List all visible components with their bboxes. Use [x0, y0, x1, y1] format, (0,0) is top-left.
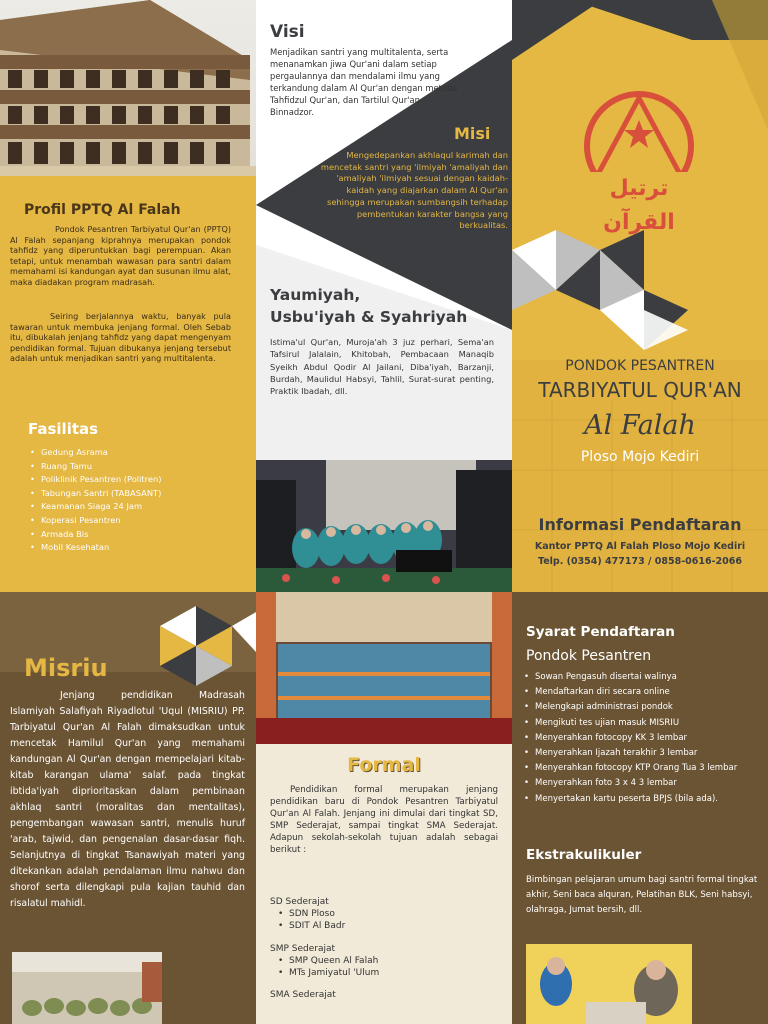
building-illustration — [0, 0, 256, 176]
cover-line-4: Ploso Mojo Kediri — [580, 449, 700, 465]
extracurricular-photo — [526, 944, 692, 1024]
school-group-label: SD Sederajat — [270, 897, 329, 907]
misi-title: Misi — [454, 124, 491, 143]
misi-text: Mengedepankan akhlaqul karimah dan mencetak santri yang 'ilmiyah 'amaliyah dan 'amaliyah 'ilmiyah sesuai dengan kaidah-kaidah yang diajarkan dalam Al Qur'an sehingga merupakan sumbangsih terhadap pembentukan karakter bangsa yang berkualitas. — [320, 150, 508, 231]
school-item: • SMP Queen Al Falah — [278, 955, 498, 967]
profil-paragraph-2: Seiring berjalannya waktu, banyak pula tawaran untuk membuka jenjang formal. Oleh Sebab itu, dibukalah jenjang tahfidz yang dapat mengenyam pendidikan formal. Tujuan dibukanya jenjang tersebut adalah untuk menjadikan santri yang multitalenta. — [10, 311, 231, 364]
school-group-label: SMA Sederajat — [270, 990, 336, 1001]
group-photo — [256, 592, 512, 744]
yaumiyah-text: Istima'ul Qur'an, Muroja'ah 3 juz perhari, Sema'an Tafsirul Jalalain, Khitobah, Pembacaan Manaqib Syeikh Abdul Qodir Al Jailani, Diba'iyah, Barzanji, Burdah, Maulidul Habsyi, Tahlil, Surat-surat penting, Praktik Ibadah, dll. — [270, 337, 494, 397]
syarat-item: • Menyerahkan fotocopy KK 3 lembar — [524, 731, 762, 746]
santri-recitation-photo — [256, 460, 512, 592]
visi-title: Visi — [270, 22, 305, 42]
bottom-right-panel — [512, 592, 768, 1024]
cover-line-3: Al Falah — [584, 410, 696, 441]
cover-line-2: TARBIYATUL QUR'AN — [538, 378, 742, 402]
top-left-panel — [0, 0, 256, 592]
school-group-label: SMP Sederajat — [270, 943, 336, 954]
school-item: • SDIT Al Badr — [278, 920, 498, 932]
yaumiyah-title — [270, 284, 467, 328]
syarat-item: • Menyerahkan Ijazah terakhir 3 lembar — [524, 746, 762, 761]
ekstra-title: Ekstrakulikuler — [526, 847, 642, 863]
syarat-item: • Melengkapi administrasi pondok — [524, 700, 762, 715]
syarat-item: • Mengikuti tes ujian masuk MISRIU — [524, 716, 762, 731]
profil-paragraph-1: Pondok Pesantren Tarbiyatul Qur'an (PPTQ) Al Falah sepanjang kiprahnya merupakan pondok tahfidz yang diperuntukkan bagi perempuan. Akan tetapi, untuk menambah wawasan para santri dalam memahami isi kandungan ayat dan susunan ilmu alat, maka diadakan program madrasah. — [10, 224, 231, 287]
fasilitas-item: • Tabungan Santri (TABASANT) — [30, 487, 250, 501]
bottom-middle-panel — [256, 592, 512, 1024]
syarat-item: • Menyertakan kartu peserta BPJS (bila ada). — [524, 792, 762, 807]
fasilitas-item: • Gedung Asrama — [30, 446, 250, 460]
extracurricular-illustration — [526, 944, 692, 1024]
school-item: • MTs Jamiyatul 'Ulum — [278, 967, 498, 979]
classroom-photo — [12, 952, 162, 1024]
syarat-item: • Sowan Pengasuh disertai walinya — [524, 670, 762, 685]
syarat-list — [524, 670, 762, 807]
syarat-subtitle: Pondok Pesantren — [526, 648, 652, 664]
syarat-item: • Menyerahkan fotocopy KTP Orang Tua 3 lembar — [524, 761, 762, 776]
fasilitas-item: • Keamanan Siaga 24 Jam — [30, 500, 250, 514]
syarat-item: • Menyerahkan foto 3 x 4 3 lembar — [524, 776, 762, 791]
misriu-text: Jenjang pendidikan Madrasah Islamiyah Salafiyah Riyadlotul 'Uqul (MISRIU) PP. Tarbiyatul Qur'an Al Falah dimaksudkan untuk mencetak Hamilul Qur'an yang memahami kandungan Al Qur'an dengan mempelajari kitab-kitab karangan ulama' salaf. pada tingkat ibtida'iyah diprioritaskan dalam pembinaan akhlaq santri (moralitas dan mentalitas), pengembangan wawasan santri, menulis huruf 'arab, tajwid, dan pengenalan dasar-dasar fiqh. Selanjutnya di tingkat Tsanawiyah materi yang ditekankan adalah pendalaman ilmu nahwu dan shorof serta dilengkapi pula kajian tauhid dan risalatul mahidl. — [10, 690, 245, 909]
pesantren-logo — [574, 88, 704, 235]
misriu-title: Misriu — [24, 654, 108, 682]
cover-panel — [512, 0, 768, 592]
building-photo — [0, 0, 256, 176]
fasilitas-item: • Ruang Tamu — [30, 460, 250, 474]
ekstra-text: Bimbingan pelajaran umum bagi santri formal tingkat akhir, Seni baca alquran, Pelatihan BLK, Seni habsyi, olahraga, Jumat bersih, dll. — [526, 875, 758, 916]
cover-line-1: PONDOK PESANTREN — [565, 358, 715, 374]
syarat-item: • Mendaftarkan diri secara online — [524, 685, 762, 700]
formal-title: Formal — [347, 754, 421, 776]
school-list — [270, 955, 498, 979]
fasilitas-item: • Mobil Kesehatan — [30, 541, 250, 555]
profil-title: Profil PPTQ Al Falah — [24, 202, 181, 218]
top-middle-panel — [256, 0, 512, 592]
yaumiyah-title-line-1: Yaumiyah, — [270, 286, 361, 304]
yaumiyah-title-line-2: Usbu'iyah & Syahriyah — [270, 308, 468, 326]
formal-schools — [270, 896, 498, 1001]
school-group-smp — [270, 943, 498, 980]
fasilitas-item: • Armada Bis — [30, 528, 250, 542]
group-illustration — [256, 592, 512, 744]
fasilitas-item: • Koperasi Pesantren — [30, 514, 250, 528]
fasilitas-item: • Poliklinik Pesantren (Politren) — [30, 473, 250, 487]
info-line-2: Telp. (0354) 477173 / 0858-0616-2066 — [537, 556, 743, 567]
visi-text: Menjadikan santri yang multitalenta, serta menanamkan jiwa Qur'ani dalam setiap pergaulannya dan mendalami ilmu yang terkandung dalam Al Qur'an dengan metode Tahfidzul Qur'an, dan Tartilul Qur'an Binnadzor. — [270, 47, 458, 117]
fasilitas-title: Fasilitas — [28, 420, 99, 438]
classroom-illustration — [12, 952, 162, 1024]
logo-arabic-text: ترتيل القرآن — [603, 176, 675, 235]
formal-text: Pendidikan formal merupakan jenjang pendidikan baru di Pondok Pesantren Tarbiyatul Qur'an Al Falah. Jenjang ini dimulai dari tingkat SD, SMP Sederajat, sampai tingkat SMA Sederajat. Adapun sekolah-sekolah tujuan adalah sebagai berikut : — [270, 785, 498, 856]
recitation-illustration — [256, 460, 512, 592]
school-list — [270, 908, 498, 932]
school-item: • SDN Ploso — [278, 908, 498, 920]
info-title: Informasi Pendaftaran — [538, 515, 742, 534]
syarat-title: Syarat Pendaftaran — [526, 624, 675, 640]
info-line-1: Kantor PPTQ Al Falah Ploso Mojo Kediri — [534, 541, 746, 552]
school-group-sma — [270, 989, 498, 1001]
bottom-left-panel — [0, 592, 256, 1024]
school-group-sd — [270, 896, 498, 933]
fasilitas-list — [30, 446, 250, 555]
